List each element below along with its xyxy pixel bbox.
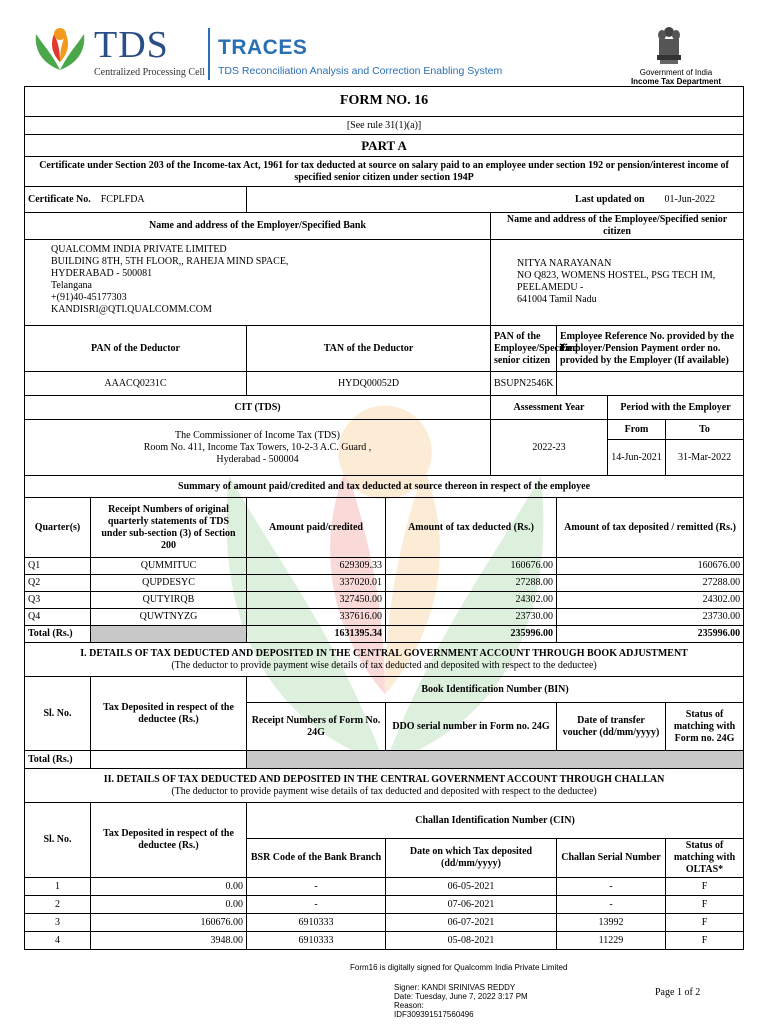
quarter: Q2 — [25, 575, 91, 592]
employer-line: QUALCOMM INDIA PRIVATE LIMITED — [51, 244, 227, 255]
receipt-no: QUMMITUC — [91, 558, 247, 575]
form-rule: [See rule 31(1)(a)] — [25, 117, 744, 135]
pan-deductor-label: PAN of the Deductor — [25, 326, 247, 372]
employee-line: NO Q823, WOMENS HOSTEL, PSG TECH IM, PEELAMEDU - — [517, 270, 716, 293]
quarter: Q3 — [25, 592, 91, 609]
cit-line: Room No. 411, Income Tax Towers, 10-2-3 A.C. Guard , — [143, 441, 372, 453]
challan-serial: - — [557, 896, 666, 914]
table-row — [25, 932, 744, 950]
table-row — [25, 914, 744, 932]
table-row — [25, 896, 744, 914]
form-title: FORM NO. 16 — [25, 87, 744, 117]
cert-no: FCPLFDA — [100, 193, 145, 205]
from-label: From — [608, 420, 666, 440]
period-label: Period with the Employer — [608, 396, 744, 420]
challan-date: 06-05-2021 — [386, 878, 557, 896]
period-from: 14-Jun-2021 — [608, 440, 666, 476]
traces-wordmark: TRACES — [218, 36, 308, 59]
table-row — [25, 878, 744, 896]
employee-header: Name and address of the Employee/Specified senior citizen — [491, 213, 744, 240]
cit-line: The Commissioner of Income Tax (TDS) — [175, 429, 340, 441]
bin-total-blank — [247, 751, 744, 769]
certificate-text: Certificate under Section 203 of the Income-tax Act, 1961 for tax deducted at source on salary paid to an employee under section 192 or pension/interest income of specified senior citizen under section 194P — [25, 157, 744, 187]
pan-employee: BSUPN2546K — [491, 372, 557, 396]
signer: Signer: KANDI SRINIVAS REDDY — [394, 983, 516, 992]
bin-total-label: Total (Rs.) — [25, 751, 91, 769]
employer-line: BUILDING 8TH, 5TH FLOOR,, RAHEJA MIND SPACE, — [51, 256, 289, 267]
tax-deposited-header: Tax Deposited in respect of the deductee (Rs.) — [91, 803, 247, 878]
challan-serial: 13992 — [557, 914, 666, 932]
challan-bsr: - — [247, 878, 386, 896]
section2-subtitle: (The deductor to provide payment wise details of tax deducted and deposited with respect to the deductee) — [171, 785, 597, 797]
cin-bsr-header: BSR Code of the Bank Branch — [247, 839, 386, 878]
challan-status: F — [666, 896, 744, 914]
tan-deductor: HYDQ00052D — [247, 372, 491, 396]
challan-status: F — [666, 932, 744, 950]
gov-line-1: Government of India — [639, 68, 713, 77]
receipt-no: QUPDESYC — [91, 575, 247, 592]
tax-deposited: 24302.00 — [557, 592, 744, 609]
challan-tax: 160676.00 — [91, 914, 247, 932]
digital-sign-note: Form16 is digitally signed for Qualcomm India Private Limited — [350, 963, 568, 972]
tds-wordmark: TDS — [94, 24, 169, 66]
tds-leaf-logo-icon — [30, 26, 90, 72]
quarter: Q1 — [25, 558, 91, 575]
cit-line: Hyderabad - 500004 — [216, 453, 299, 465]
challan-tax: 3948.00 — [91, 932, 247, 950]
challan-date: 06-07-2021 — [386, 914, 557, 932]
challan-sl: 3 — [25, 914, 91, 932]
gov-line-2: Income Tax Department — [630, 77, 722, 86]
last-updated-label: Last updated on — [575, 193, 645, 205]
part-title: PART A — [25, 135, 744, 157]
certificate-no-cell — [25, 187, 247, 213]
sign-date: Date: Tuesday, June 7, 2022 3:17 PM — [394, 992, 528, 1001]
challan-serial: 11229 — [557, 932, 666, 950]
receipt-no: QUTYIRQB — [91, 592, 247, 609]
total-label: Total (Rs.) — [25, 626, 91, 643]
summary-header: Summary of amount paid/credited and tax deducted at source thereon in respect of the employee — [25, 476, 744, 498]
total-receipt-blank — [91, 626, 247, 643]
total-deducted: 235996.00 — [386, 626, 557, 643]
tax-deposited: 23730.00 — [557, 609, 744, 626]
page-number: Page 1 of 2 — [655, 987, 701, 998]
table-row — [25, 575, 744, 592]
challan-status: F — [666, 878, 744, 896]
employee-line: NITYA NARAYANAN — [517, 258, 612, 269]
pan-deductor: AAACQ0231C — [25, 372, 247, 396]
tax-deposited-header: Tax Deposited in respect of the deductee (Rs.) — [91, 677, 247, 751]
traces-subtitle: TDS Reconciliation Analysis and Correction Enabling System — [218, 65, 503, 77]
employer-header: Name and address of the Employer/Specified Bank — [25, 213, 491, 240]
section1-header — [25, 643, 744, 677]
form16-table — [24, 86, 744, 950]
amount-paid: 337020.01 — [247, 575, 386, 592]
emp-ref — [557, 372, 744, 396]
cin-status-header: Status of matching with OLTAS* — [666, 839, 744, 878]
amount-paid: 629309.33 — [247, 558, 386, 575]
employee-line: 641004 Tamil Nadu — [517, 294, 597, 305]
page-header — [0, 0, 768, 86]
tan-deductor-label: TAN of the Deductor — [247, 326, 491, 372]
bin-date-header: Date of transfer voucher (dd/mm/yyyy) — [557, 703, 666, 751]
challan-tax: 0.00 — [91, 896, 247, 914]
amount-paid: 337616.00 — [247, 609, 386, 626]
col-receipt: Receipt Numbers of original quarterly statements of TDS under sub-section (3) of Section 200 — [91, 498, 247, 558]
last-updated: 01-Jun-2022 — [664, 193, 716, 205]
col-quarter: Quarter(s) — [25, 498, 91, 558]
col-deducted: Amount of tax deducted (Rs.) — [386, 498, 557, 558]
cert-no-label: Certificate No. — [28, 193, 91, 205]
tax-deposited: 160676.00 — [557, 558, 744, 575]
tds-subtitle: Centralized Processing Cell — [94, 67, 206, 78]
employer-line: HYDERABAD - 500081 — [51, 268, 153, 279]
period-to: 31-Mar-2022 — [666, 440, 744, 476]
challan-bsr: 6910333 — [247, 932, 386, 950]
total-deposited: 235996.00 — [557, 626, 744, 643]
receipt-no: QUWTNYZG — [91, 609, 247, 626]
tax-deducted: 23730.00 — [386, 609, 557, 626]
bin-total-row — [25, 751, 744, 769]
challan-sl: 2 — [25, 896, 91, 914]
employer-line: +(91)40-45177303 — [51, 292, 127, 303]
section1-title: I. DETAILS OF TAX DEDUCTED AND DEPOSITED IN THE CENTRAL GOVERNMENT ACCOUNT THROUGH BOOK ADJUSTMENT — [80, 647, 688, 659]
national-emblem-icon — [656, 24, 682, 66]
bin-header: Book Identification Number (BIN) — [247, 677, 744, 703]
signature-block — [394, 983, 528, 1019]
challan-tax: 0.00 — [91, 878, 247, 896]
cit-label: CIT (TDS) — [25, 396, 491, 420]
total-paid: 1631395.34 — [247, 626, 386, 643]
section1-subtitle: (The deductor to provide payment wise details of tax deducted and deposited with respect to the deductee) — [171, 659, 597, 671]
table-row — [25, 558, 744, 575]
emp-ref-label: Employee Reference No. provided by the Employer/Pension Payment order no. provided by the Employer (If available) — [557, 326, 744, 372]
bin-receipt-header: Receipt Numbers of Form No. 24G — [247, 703, 386, 751]
challan-date: 05-08-2021 — [386, 932, 557, 950]
col-deposited: Amount of tax deposited / remitted (Rs.) — [557, 498, 744, 558]
col-paid: Amount paid/credited — [247, 498, 386, 558]
sl-no-header: Sl. No. — [25, 803, 91, 878]
assessment-year: 2022-23 — [491, 420, 608, 476]
cin-serial-header: Challan Serial Number — [557, 839, 666, 878]
amount-paid: 327450.00 — [247, 592, 386, 609]
last-updated-cell — [247, 187, 744, 213]
to-label: To — [666, 420, 744, 440]
challan-sl: 1 — [25, 878, 91, 896]
section2-header — [25, 769, 744, 803]
header-divider — [208, 28, 210, 80]
section2-title: II. DETAILS OF TAX DEDUCTED AND DEPOSITED IN THE CENTRAL GOVERNMENT ACCOUNT THROUGH CHALLAN — [103, 773, 665, 785]
challan-sl: 4 — [25, 932, 91, 950]
quarter: Q4 — [25, 609, 91, 626]
pan-employee-label: PAN of the Employee/Specified senior citizen — [491, 326, 557, 372]
employer-line: KANDISRI@QTI.QUALCOMM.COM — [51, 304, 212, 315]
tax-deducted: 160676.00 — [386, 558, 557, 575]
employee-address — [491, 240, 744, 326]
tax-deducted: 24302.00 — [386, 592, 557, 609]
bin-total-value — [91, 751, 247, 769]
sign-id: IDF309391517560496 — [394, 1010, 474, 1019]
employer-address — [25, 240, 491, 326]
challan-bsr: - — [247, 896, 386, 914]
cin-date-header: Date on which Tax deposited (dd/mm/yyyy) — [386, 839, 557, 878]
assessment-year-label: Assessment Year — [491, 396, 608, 420]
summary-total-row — [25, 626, 744, 643]
bin-ddo-header: DDO serial number in Form no. 24G — [386, 703, 557, 751]
challan-serial: - — [557, 878, 666, 896]
cin-header: Challan Identification Number (CIN) — [247, 803, 744, 839]
tax-deposited: 27288.00 — [557, 575, 744, 592]
challan-status: F — [666, 914, 744, 932]
sign-reason: Reason: — [394, 1001, 424, 1010]
tax-deducted: 27288.00 — [386, 575, 557, 592]
challan-bsr: 6910333 — [247, 914, 386, 932]
table-row — [25, 592, 744, 609]
challan-date: 07-06-2021 — [386, 896, 557, 914]
cit-address — [25, 420, 491, 476]
bin-status-header: Status of matching with Form no. 24G — [666, 703, 744, 751]
sl-no-header: Sl. No. — [25, 677, 91, 751]
employer-line: Telangana — [51, 280, 92, 291]
table-row — [25, 609, 744, 626]
